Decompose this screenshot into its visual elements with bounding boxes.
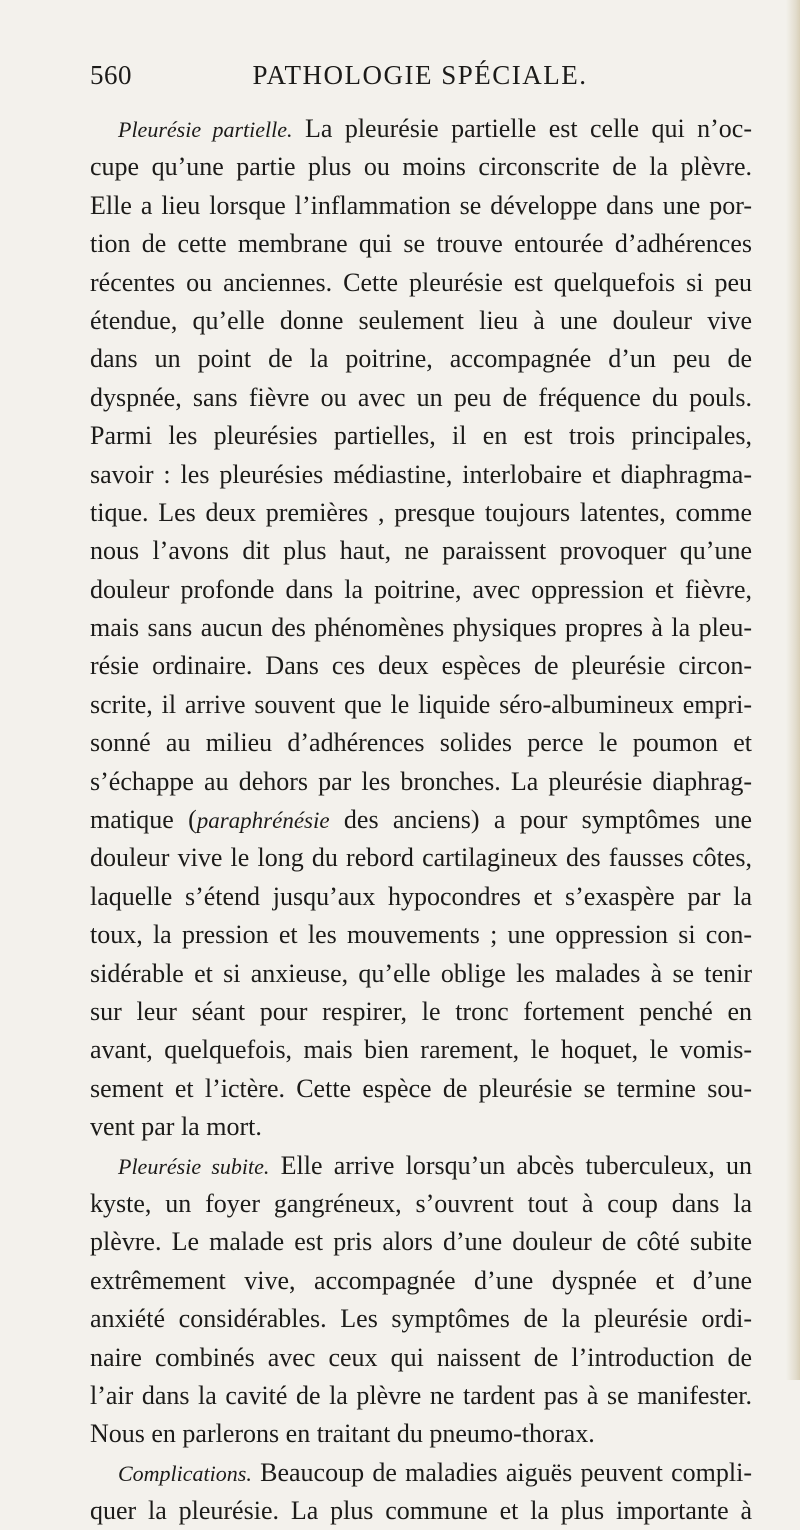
- text-line: savoir : les pleurésies médiastine, interlobaire et diaphragma-: [90, 459, 752, 489]
- text-line: résie ordinaire. Dans ces deux espèces de pleurésie circon-: [90, 651, 752, 681]
- page-edge-shadow: [786, 0, 800, 1380]
- section-rubric: Pleurésie partielle.: [118, 117, 293, 142]
- text-line: extrêmement vive, accompagnée d’une dyspnée et d’une: [90, 1265, 752, 1295]
- text-line: cupe qu’une partie plus ou moins circonscrite de la plèvre.: [90, 152, 752, 182]
- text-line: tique. Les deux premières , presque toujours latentes, comme: [90, 497, 752, 527]
- line-text: matique (: [90, 805, 197, 835]
- text-line: l’air dans la cavité de la plèvre ne tardent pas à se manifester.: [90, 1380, 752, 1410]
- text-line: scrite, il arrive souvent que le liquide séro-albumineux empri-: [90, 689, 752, 719]
- text-line: Parmi les pleurésies partielles, il en est trois principales,: [90, 421, 752, 451]
- page-header: [90, 60, 750, 100]
- text-line: Nous en parlerons en traitant du pneumo-thorax.: [90, 1419, 595, 1449]
- line-text: La pleurésie partielle est celle qui n’oc-: [292, 114, 752, 143]
- text-line: douleur profonde dans la poitrine, avec oppression et fièvre,: [90, 574, 752, 604]
- text-line: sidérable et si anxieuse, qu’elle oblige les malades à se tenir: [90, 958, 752, 988]
- text-line: [90, 1147, 752, 1185]
- text-line: avant, quelquefois, mais bien rarement, le hoquet, le vomis-: [90, 1035, 752, 1065]
- italic-term: paraphrénésie: [196, 808, 330, 834]
- text-line: quer la pleurésie. La plus commune et la plus importante à: [90, 1496, 752, 1526]
- text-line: douleur vive le long du rebord cartilagineux des fausses côtes,: [90, 843, 752, 873]
- text-line: dyspnée, sans fièvre ou avec un peu de fréquence du pouls.: [90, 382, 752, 412]
- text-line: dans un point de la poitrine, accompagnée d’un peu de: [90, 344, 752, 374]
- text-line: sonné au milieu d’adhérences solides perce le poumon et: [90, 728, 752, 758]
- text-line: [90, 801, 752, 839]
- page-number: 560: [90, 60, 132, 90]
- text-line: kyste, un foyer gangréneux, s’ouvrent tout à coup dans la: [90, 1188, 752, 1218]
- section-rubric: Pleurésie subite.: [118, 1153, 270, 1179]
- text-line: sur leur séant pour respirer, le tronc fortement penché en: [90, 996, 752, 1026]
- text-line: récentes ou anciennes. Cette pleurésie est quelquefois si peu: [90, 267, 752, 297]
- text-line: s’échappe au dehors par les bronches. La pleurésie diaphrag-: [90, 766, 752, 796]
- text-line: sement et l’ictère. Cette espèce de pleurésie se termine sou-: [90, 1073, 752, 1103]
- text-line: Elle a lieu lorsque l’inflammation se développe dans une por-: [90, 190, 752, 220]
- text-line: laquelle s’étend jusqu’aux hypocondres et s’exaspère par la: [90, 881, 752, 911]
- text-line: [90, 1454, 752, 1492]
- text-line: anxiété considérables. Les symptômes de la pleurésie ordi-: [90, 1304, 752, 1334]
- text-line: tion de cette membrane qui se trouve entourée d’adhérences: [90, 229, 752, 259]
- text-line: [90, 110, 752, 148]
- text-line: étendue, qu’elle donne seulement lieu à une douleur vive: [90, 305, 752, 335]
- text-line: toux, la pression et les mouvements ; une oppression si con-: [90, 920, 752, 950]
- text-line: naire combinés avec ceux qui naissent de l’introduction de: [90, 1342, 752, 1372]
- running-title: PATHOLOGIE SPÉCIALE.: [252, 60, 588, 90]
- line-text: des anciens) a pour symptômes une: [329, 805, 752, 835]
- body-text: [90, 110, 752, 1530]
- line-text: Elle arrive lorsqu’un abcès tuberculeux, un: [269, 1150, 752, 1180]
- text-line: mais sans aucun des phénomènes physiques propres à la pleu-: [90, 613, 752, 643]
- text-line: nous l’avons dit plus haut, ne paraissent provoquer qu’une: [90, 536, 752, 566]
- text-line: vent par la mort.: [90, 1112, 262, 1142]
- line-text: Beaucoup de maladies aiguës peuvent compli-: [251, 1457, 752, 1487]
- section-rubric: Complications.: [118, 1460, 252, 1486]
- text-line: plèvre. Le malade est pris alors d’une douleur de côté subite: [90, 1227, 752, 1257]
